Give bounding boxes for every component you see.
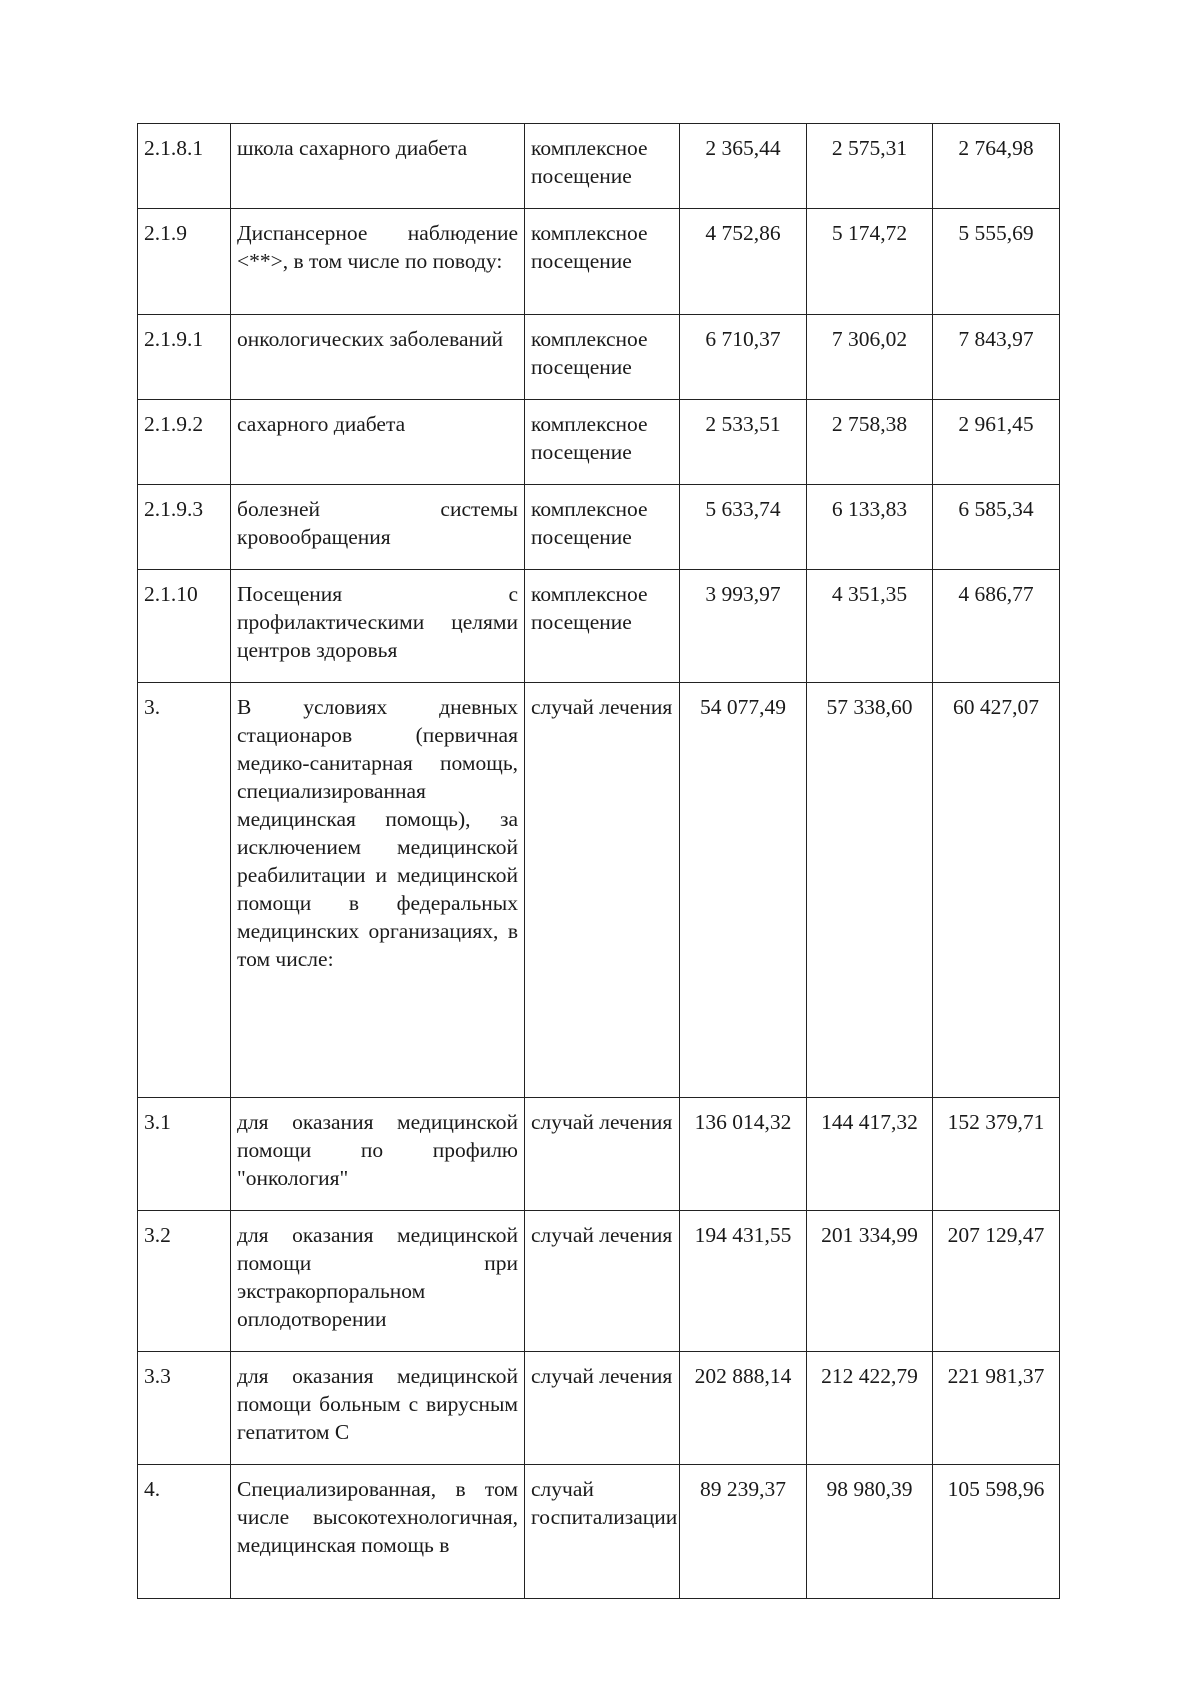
row-code: 4. [138, 1465, 231, 1599]
row-value-2: 7 306,02 [807, 315, 933, 400]
row-code: 2.1.9.2 [138, 400, 231, 485]
row-code: 2.1.9 [138, 209, 231, 315]
table-row [138, 485, 1060, 570]
row-name: онкологических заболеваний [231, 315, 525, 400]
row-value-3: 2 961,45 [933, 400, 1060, 485]
table-row [138, 209, 1060, 315]
row-value-2: 2 575,31 [807, 124, 933, 209]
row-code: 2.1.10 [138, 570, 231, 683]
row-name: школа сахарного диабета [231, 124, 525, 209]
row-code: 2.1.9.1 [138, 315, 231, 400]
row-value-3: 6 585,34 [933, 485, 1060, 570]
table-row [138, 1465, 1060, 1599]
table-row [138, 1352, 1060, 1465]
row-unit: случай лечения [525, 1098, 680, 1211]
row-name: Специализированная, в том числе высокотехнологичная, медицинская помощь в [231, 1465, 525, 1599]
row-value-3: 4 686,77 [933, 570, 1060, 683]
table-row [138, 315, 1060, 400]
row-value-2: 212 422,79 [807, 1352, 933, 1465]
row-value-1: 89 239,37 [680, 1465, 807, 1599]
row-unit: комплексное посещение [525, 124, 680, 209]
row-value-3: 5 555,69 [933, 209, 1060, 315]
row-name: для оказания медицинской помощи больным с вирусным гепатитом С [231, 1352, 525, 1465]
row-value-1: 54 077,49 [680, 683, 807, 1098]
row-value-2: 2 758,38 [807, 400, 933, 485]
row-value-1: 6 710,37 [680, 315, 807, 400]
row-value-2: 201 334,99 [807, 1211, 933, 1352]
row-value-2: 98 980,39 [807, 1465, 933, 1599]
row-code: 2.1.9.3 [138, 485, 231, 570]
table-row [138, 570, 1060, 683]
row-name: В условиях дневных стационаров (первичная медико-санитарная помощь, специализированная медицинская помощь), за исключением медицинской реабилитации и медицинской помощи в федеральных медицинских организациях, в том числе: [231, 683, 525, 1098]
row-name: для оказания медицинской помощи по профилю "онкология" [231, 1098, 525, 1211]
row-value-1: 3 993,97 [680, 570, 807, 683]
row-unit: случай госпитализации [525, 1465, 680, 1599]
row-unit: случай лечения [525, 1211, 680, 1352]
row-value-1: 136 014,32 [680, 1098, 807, 1211]
row-value-1: 194 431,55 [680, 1211, 807, 1352]
row-value-2: 4 351,35 [807, 570, 933, 683]
row-value-3: 207 129,47 [933, 1211, 1060, 1352]
table-row [138, 1211, 1060, 1352]
row-value-1: 202 888,14 [680, 1352, 807, 1465]
row-name: для оказания медицинской помощи при экстракорпоральном оплодотворении [231, 1211, 525, 1352]
row-value-3: 105 598,96 [933, 1465, 1060, 1599]
row-value-1: 5 633,74 [680, 485, 807, 570]
table-row [138, 683, 1060, 1098]
row-value-3: 7 843,97 [933, 315, 1060, 400]
row-value-2: 57 338,60 [807, 683, 933, 1098]
row-code: 3.3 [138, 1352, 231, 1465]
row-value-3: 221 981,37 [933, 1352, 1060, 1465]
row-name: Посещения с профилактическими целями центров здоровья [231, 570, 525, 683]
row-value-2: 6 133,83 [807, 485, 933, 570]
row-unit: комплексное посещение [525, 209, 680, 315]
row-name: болезней системы кровообращения [231, 485, 525, 570]
table-row [138, 124, 1060, 209]
row-unit: комплексное посещение [525, 315, 680, 400]
row-value-1: 2 365,44 [680, 124, 807, 209]
row-name: сахарного диабета [231, 400, 525, 485]
row-unit: случай лечения [525, 683, 680, 1098]
row-code: 3. [138, 683, 231, 1098]
row-unit: случай лечения [525, 1352, 680, 1465]
row-value-3: 60 427,07 [933, 683, 1060, 1098]
row-name: Диспансерное наблюдение <**>, в том числе по поводу: [231, 209, 525, 315]
row-unit: комплексное посещение [525, 400, 680, 485]
tariff-table [137, 123, 1060, 1599]
row-code: 3.1 [138, 1098, 231, 1211]
row-value-3: 2 764,98 [933, 124, 1060, 209]
row-value-2: 5 174,72 [807, 209, 933, 315]
table-row [138, 400, 1060, 485]
row-code: 3.2 [138, 1211, 231, 1352]
row-code: 2.1.8.1 [138, 124, 231, 209]
row-unit: комплексное посещение [525, 485, 680, 570]
table-row [138, 1098, 1060, 1211]
row-value-2: 144 417,32 [807, 1098, 933, 1211]
row-value-3: 152 379,71 [933, 1098, 1060, 1211]
row-value-1: 2 533,51 [680, 400, 807, 485]
row-value-1: 4 752,86 [680, 209, 807, 315]
row-unit: комплексное посещение [525, 570, 680, 683]
